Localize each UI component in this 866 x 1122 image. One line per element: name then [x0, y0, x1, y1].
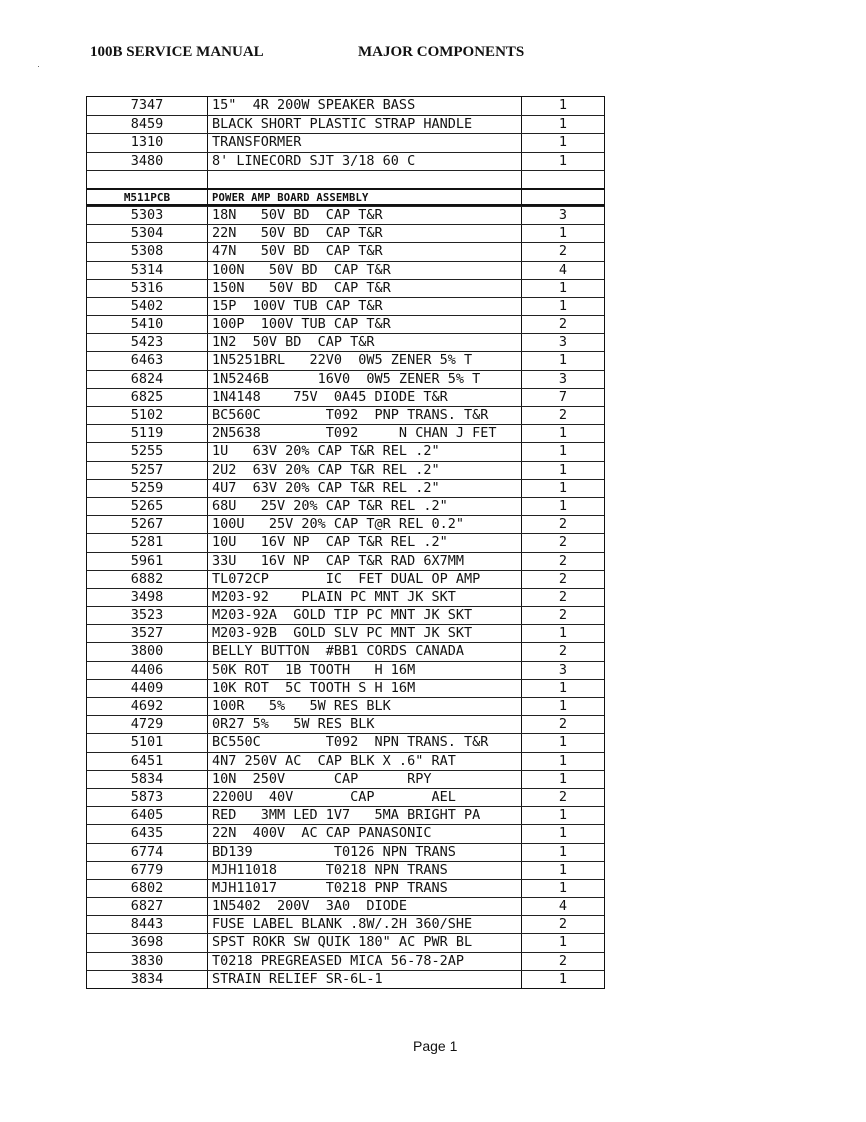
table-row [87, 315, 604, 333]
quantity-cell: 1 [558, 752, 568, 769]
table-row [87, 388, 604, 406]
quantity-cell: 1 [558, 825, 568, 842]
description-cell: 22N 50V BD CAP T&R [208, 225, 522, 242]
description-cell: 10U 16V NP CAP T&R REL .2" [208, 534, 522, 551]
section-header-row [87, 188, 604, 206]
quantity-cell: 2 [558, 643, 568, 660]
part-number-cell: 5961 [87, 553, 208, 570]
part-number-cell: 3498 [87, 589, 208, 606]
part-number-cell: 5316 [87, 280, 208, 297]
part-number-cell: 5873 [87, 789, 208, 806]
part-number-cell: 6463 [87, 352, 208, 369]
part-number-cell: 7347 [87, 97, 208, 115]
table-row [87, 424, 604, 442]
description-cell: POWER AMP BOARD ASSEMBLY [208, 190, 522, 204]
table-row [87, 242, 604, 260]
description-cell: 1N4148 75V 0A45 DIODE T&R [208, 389, 522, 406]
part-number-cell: 3527 [87, 625, 208, 642]
quantity-cell: 1 [558, 679, 568, 696]
quantity-cell: 1 [558, 843, 568, 860]
quantity-cell: 1 [558, 770, 568, 787]
description-cell: BLACK SHORT PLASTIC STRAP HANDLE [208, 116, 522, 133]
quantity-cell: 1 [558, 425, 568, 442]
quantity-cell: 1 [558, 807, 568, 824]
part-number-cell: 3523 [87, 607, 208, 624]
table-row [87, 679, 604, 697]
quantity-cell: 2 [558, 534, 568, 551]
quantity-cell: 3 [558, 370, 568, 387]
manual-title: 100B SERVICE MANUAL [90, 44, 264, 60]
description-cell: 1N5251BRL 22V0 0W5 ZENER 5% T [208, 352, 522, 369]
table-row [87, 624, 604, 642]
part-number-cell: 8443 [87, 916, 208, 933]
scan-speck [38, 66, 39, 67]
table-row [87, 915, 604, 933]
parts-table [86, 96, 605, 989]
quantity-cell [522, 171, 604, 188]
quantity-cell: 1 [558, 497, 568, 514]
description-cell: T0218 PREGREASED MICA 56-78-2AP [208, 953, 522, 970]
part-number-cell: 5402 [87, 298, 208, 315]
description-cell: SPST ROKR SW QUIK 180" AC PWR BL [208, 934, 522, 951]
table-row [87, 824, 604, 842]
table-row [87, 952, 604, 970]
part-number-cell: 5303 [87, 207, 208, 224]
part-number-cell: 6802 [87, 880, 208, 897]
table-row [87, 406, 604, 424]
part-number-cell: 5281 [87, 534, 208, 551]
quantity-cell: 1 [558, 970, 568, 987]
table-row [87, 970, 604, 988]
description-cell [208, 171, 522, 188]
description-cell: RED 3MM LED 1V7 5MA BRIGHT PA [208, 807, 522, 824]
table-row [87, 588, 604, 606]
part-number-cell: 5267 [87, 516, 208, 533]
table-row [87, 661, 604, 679]
part-number-cell: 6451 [87, 753, 208, 770]
table-row [87, 297, 604, 315]
table-row [87, 897, 604, 915]
quantity-cell: 3 [558, 334, 568, 351]
description-cell: 10N 250V CAP RPY [208, 771, 522, 788]
description-cell: 68U 25V 20% CAP T&R REL .2" [208, 498, 522, 515]
description-cell: 1U 63V 20% CAP T&R REL .2" [208, 443, 522, 460]
description-cell: 100U 25V 20% CAP T@R REL 0.2" [208, 516, 522, 533]
table-row [87, 133, 604, 151]
quantity-cell: 2 [558, 316, 568, 333]
description-cell: M203-92 PLAIN PC MNT JK SKT [208, 589, 522, 606]
quantity-cell: 1 [558, 861, 568, 878]
page-number: Page 1 [413, 1038, 458, 1054]
table-row [87, 606, 604, 624]
table-row [87, 843, 604, 861]
description-cell: 22N 400V AC CAP PANASONIC [208, 825, 522, 842]
description-cell: STRAIN RELIEF SR-6L-1 [208, 971, 522, 988]
quantity-cell: 1 [558, 134, 568, 151]
quantity-cell: 2 [558, 788, 568, 805]
quantity-cell: 2 [558, 243, 568, 260]
table-row [87, 206, 604, 224]
page-header [90, 44, 790, 66]
table-row [87, 497, 604, 515]
quantity-cell: 1 [558, 443, 568, 460]
part-number-cell: 4409 [87, 680, 208, 697]
table-row [87, 442, 604, 460]
quantity-cell: 1 [558, 152, 568, 169]
description-cell: 100R 5% 5W RES BLK [208, 698, 522, 715]
part-number-cell: 5257 [87, 462, 208, 479]
part-number-cell: 4406 [87, 662, 208, 679]
quantity-cell: 2 [558, 916, 568, 933]
quantity-cell [522, 190, 604, 204]
description-cell: 0R27 5% 5W RES BLK [208, 716, 522, 733]
quantity-cell: 1 [558, 225, 568, 242]
quantity-cell: 1 [558, 479, 568, 496]
description-cell: 4N7 250V AC CAP BLK X .6" RAT [208, 753, 522, 770]
table-row [87, 770, 604, 788]
table-row [87, 933, 604, 951]
table-row [87, 570, 604, 588]
description-cell: M203-92B GOLD SLV PC MNT JK SKT [208, 625, 522, 642]
description-cell: FUSE LABEL BLANK .8W/.2H 360/SHE [208, 916, 522, 933]
part-number-cell: 6825 [87, 389, 208, 406]
part-number-cell: 5314 [87, 262, 208, 279]
description-cell: M203-92A GOLD TIP PC MNT JK SKT [208, 607, 522, 624]
table-row [87, 788, 604, 806]
part-number-cell: 4692 [87, 698, 208, 715]
description-cell: 15" 4R 200W SPEAKER BASS [208, 97, 522, 115]
section-title: MAJOR COMPONENTS [358, 44, 525, 60]
part-number-cell: M511PCB [87, 190, 208, 204]
part-number-cell: 5423 [87, 334, 208, 351]
part-number-cell: 3480 [87, 153, 208, 170]
table-row [87, 533, 604, 551]
description-cell: 10K ROT 5C TOOTH S H 16M [208, 680, 522, 697]
description-cell: 100P 100V TUB CAP T&R [208, 316, 522, 333]
table-row [87, 115, 604, 133]
description-cell: 1N5246B 16V0 0W5 ZENER 5% T [208, 371, 522, 388]
quantity-cell: 2 [558, 552, 568, 569]
description-cell: 4U7 63V 20% CAP T&R REL .2" [208, 480, 522, 497]
quantity-cell: 2 [558, 607, 568, 624]
quantity-cell: 7 [558, 388, 568, 405]
table-row [87, 515, 604, 533]
part-number-cell: 4729 [87, 716, 208, 733]
description-cell: MJH11018 T0218 NPN TRANS [208, 862, 522, 879]
description-cell: TRANSFORMER [208, 134, 522, 151]
description-cell: 50K ROT 1B TOOTH H 16M [208, 662, 522, 679]
description-cell: MJH11017 T0218 PNP TRANS [208, 880, 522, 897]
quantity-cell: 1 [558, 698, 568, 714]
table-row [87, 97, 604, 115]
part-number-cell: 3698 [87, 934, 208, 951]
part-number-cell: 5255 [87, 443, 208, 460]
table-row [87, 261, 604, 279]
blank-row [87, 170, 604, 188]
part-number-cell: 8459 [87, 116, 208, 133]
quantity-cell: 2 [558, 952, 568, 969]
quantity-cell: 1 [558, 461, 568, 478]
table-row [87, 279, 604, 297]
table-row [87, 879, 604, 897]
part-number-cell: 5102 [87, 407, 208, 424]
description-cell: 2200U 40V CAP AEL [208, 789, 522, 806]
description-cell: 1N2 50V BD CAP T&R [208, 334, 522, 351]
description-cell: 18N 50V BD CAP T&R [208, 207, 522, 224]
description-cell: 150N 50V BD CAP T&R [208, 280, 522, 297]
table-row [87, 552, 604, 570]
part-number-cell: 6774 [87, 844, 208, 861]
description-cell: 100N 50V BD CAP T&R [208, 262, 522, 279]
quantity-cell: 1 [558, 625, 568, 642]
part-number-cell: 6827 [87, 898, 208, 915]
description-cell: 15P 100V TUB CAP T&R [208, 298, 522, 315]
table-row [87, 715, 604, 733]
table-row [87, 752, 604, 770]
table-row [87, 370, 604, 388]
description-cell: 47N 50V BD CAP T&R [208, 243, 522, 260]
description-cell: 2N5638 T092 N CHAN J FET [208, 425, 522, 442]
table-row [87, 697, 604, 715]
quantity-cell: 4 [558, 898, 568, 915]
part-number-cell: 6435 [87, 825, 208, 842]
table-row [87, 806, 604, 824]
description-cell: TL072CP IC FET DUAL OP AMP [208, 571, 522, 588]
part-number-cell: 6405 [87, 807, 208, 824]
description-cell: BELLY BUTTON #BB1 CORDS CANADA [208, 643, 522, 660]
part-number-cell: 3830 [87, 953, 208, 970]
part-number-cell: 6882 [87, 571, 208, 588]
quantity-cell: 1 [558, 97, 568, 113]
description-cell: 8' LINECORD SJT 3/18 60 C [208, 153, 522, 170]
quantity-cell: 3 [558, 206, 568, 223]
part-number-cell: 5101 [87, 734, 208, 751]
description-cell: BC550C T092 NPN TRANS. T&R [208, 734, 522, 751]
table-row [87, 733, 604, 751]
quantity-cell: 1 [558, 279, 568, 296]
part-number-cell: 5304 [87, 225, 208, 242]
table-row [87, 461, 604, 479]
description-cell: 2U2 63V 20% CAP T&R REL .2" [208, 462, 522, 479]
part-number-cell: 6824 [87, 371, 208, 388]
part-number-cell: 5834 [87, 771, 208, 788]
quantity-cell: 1 [558, 879, 568, 896]
table-row [87, 152, 604, 170]
quantity-cell: 2 [558, 516, 568, 533]
description-cell: 1N5402 200V 3A0 DIODE [208, 898, 522, 915]
quantity-cell: 1 [558, 934, 568, 951]
quantity-cell: 2 [558, 716, 568, 733]
quantity-cell: 3 [558, 661, 568, 678]
part-number-cell: 5308 [87, 243, 208, 260]
quantity-cell: 1 [558, 734, 568, 751]
quantity-cell: 1 [558, 116, 568, 133]
table-row [87, 642, 604, 660]
quantity-cell: 2 [558, 588, 568, 605]
table-row [87, 224, 604, 242]
quantity-cell: 1 [558, 297, 568, 314]
part-number-cell: 5410 [87, 316, 208, 333]
description-cell: 33U 16V NP CAP T&R RAD 6X7MM [208, 553, 522, 570]
table-row [87, 479, 604, 497]
quantity-cell: 4 [558, 261, 568, 278]
part-number-cell: 3800 [87, 643, 208, 660]
quantity-cell: 2 [558, 407, 568, 423]
quantity-cell: 2 [558, 570, 568, 587]
part-number-cell: 5265 [87, 498, 208, 515]
part-number-cell [87, 171, 208, 188]
quantity-cell: 1 [558, 352, 568, 369]
description-cell: BC560C T092 PNP TRANS. T&R [208, 407, 522, 424]
table-row [87, 861, 604, 879]
part-number-cell: 5119 [87, 425, 208, 442]
table-row [87, 333, 604, 351]
description-cell: BD139 T0126 NPN TRANS [208, 844, 522, 861]
part-number-cell: 6779 [87, 862, 208, 879]
part-number-cell: 5259 [87, 480, 208, 497]
table-row [87, 351, 604, 369]
part-number-cell: 1310 [87, 134, 208, 151]
part-number-cell: 3834 [87, 971, 208, 988]
